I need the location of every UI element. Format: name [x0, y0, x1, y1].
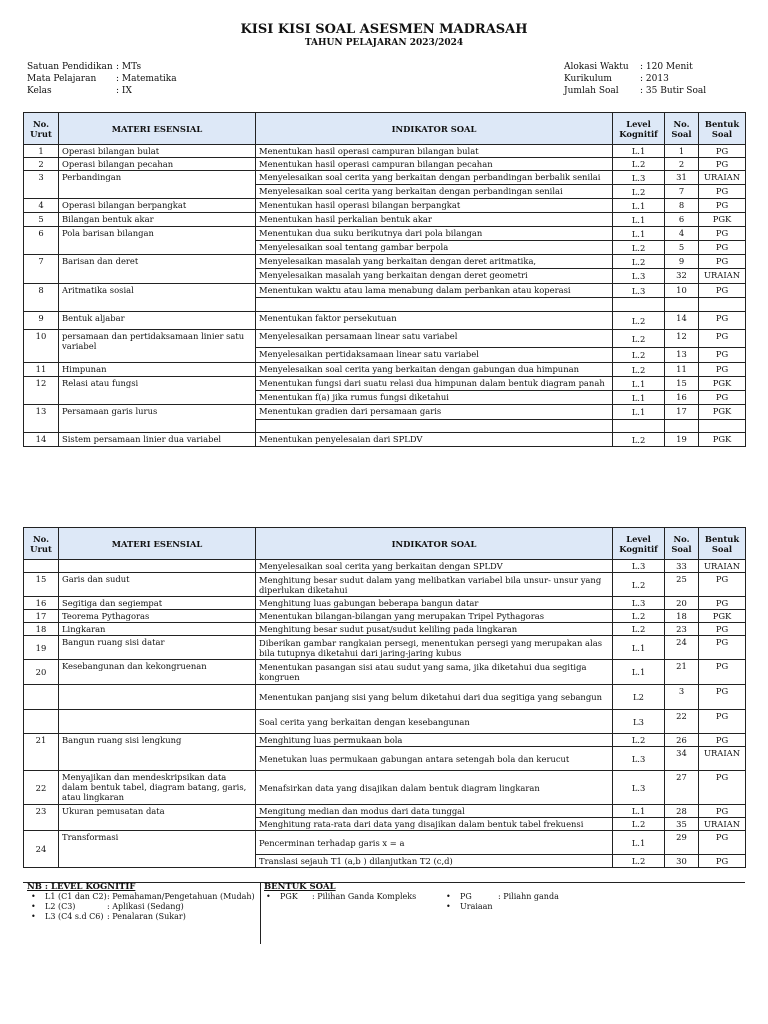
cell-no: 12	[24, 377, 59, 405]
cell-materi: Segitiga dan segiempat	[59, 597, 256, 610]
cell-materi	[59, 560, 256, 573]
info-value: : 35 Butir Soal	[640, 86, 707, 96]
bullet-icon: •	[446, 902, 451, 911]
legend-bentuk-code: PG	[460, 892, 472, 901]
cell-no-soal: 13	[665, 348, 699, 363]
header-indikator: INDIKATOR SOAL	[256, 528, 613, 560]
cell-level	[613, 298, 665, 312]
cell-materi: Lingkaran	[59, 623, 256, 636]
table-row	[24, 573, 746, 597]
cell-indikator: Menentukan panjang sisi yang belum diketahui dari dua segitiga yang sebangun	[256, 685, 613, 710]
cell-no-soal: 9	[665, 255, 699, 269]
cell-level: L.2	[613, 330, 665, 348]
cell-no	[24, 710, 59, 734]
cell-level: L.1	[613, 145, 665, 158]
cell-materi: Bangun ruang sisi lengkung	[59, 734, 256, 771]
cell-indikator: Menyelesaikan soal cerita yang berkaitan dengan perbandingan senilai	[256, 185, 613, 199]
header-no: No. Urut	[24, 528, 59, 560]
table-row	[24, 284, 746, 298]
cell-no: 18	[24, 623, 59, 636]
cell-no-soal: 17	[665, 405, 699, 420]
table-row	[24, 660, 746, 685]
cell-level: L.3	[613, 269, 665, 284]
cell-no: 14	[24, 433, 59, 447]
cell-no: 10	[24, 330, 59, 363]
cell-bentuk: PG	[699, 145, 746, 158]
cell-indikator: Mengitung median dan modus dari data tunggal	[256, 805, 613, 818]
cell-no	[24, 560, 59, 573]
cell-level: L.2	[613, 818, 665, 831]
cell-indikator: Menyelesaikan masalah yang berkaitan dengan deret aritmatika,	[256, 255, 613, 269]
cell-indikator: Pencerminan terhadap garis x = a	[256, 831, 613, 855]
cell-bentuk: PG	[699, 348, 746, 363]
legend-level-desc: : Pemahaman/Pengetahuan (Mudah)	[107, 892, 255, 901]
info-value: : Matematika	[116, 74, 177, 84]
cell-indikator: Menyelesaikan soal tentang gambar berpola	[256, 241, 613, 255]
table-row	[24, 685, 746, 710]
cell-no: 22	[24, 771, 59, 805]
info-left	[27, 61, 177, 97]
cell-no-soal: 8	[665, 199, 699, 213]
cell-bentuk: PG	[699, 710, 746, 734]
cell-level: L.2	[613, 185, 665, 199]
table-row	[24, 171, 746, 185]
legend-level-code: L3 (C4 s.d C6)	[45, 912, 104, 921]
legend-level-desc: : Aplikasi (Sedang)	[107, 902, 184, 911]
table-row	[24, 145, 746, 158]
cell-no-soal: 24	[665, 636, 699, 660]
info-value: : IX	[116, 86, 132, 96]
table-row	[24, 330, 746, 348]
table-row	[24, 771, 746, 805]
cell-no-soal: 19	[665, 433, 699, 447]
cell-materi: Kesebangunan dan kekongruenan	[59, 660, 256, 685]
cell-no	[24, 685, 59, 710]
info-row	[27, 73, 177, 85]
bullet-icon: •	[31, 912, 36, 921]
table-row	[24, 213, 746, 227]
cell-bentuk: PG	[699, 771, 746, 805]
cell-bentuk: PG	[699, 660, 746, 685]
document-title: KISI KISI SOAL ASESMEN MADRASAH	[240, 22, 528, 37]
info-row	[27, 61, 177, 73]
table-row	[24, 363, 746, 377]
cell-bentuk: PG	[699, 805, 746, 818]
cell-bentuk: PG	[699, 185, 746, 199]
cell-bentuk: PG	[699, 685, 746, 710]
cell-level: L.1	[613, 636, 665, 660]
cell-materi: Ukuran pemusatan data	[59, 805, 256, 831]
table-row	[24, 158, 746, 171]
kisi-table-1	[23, 112, 746, 447]
info-label: Alokasi Waktu	[564, 62, 629, 72]
table-row	[24, 710, 746, 734]
cell-level: L.1	[613, 391, 665, 405]
info-label: Jumlah Soal	[564, 86, 619, 96]
info-row	[564, 61, 706, 73]
cell-bentuk: PG	[699, 284, 746, 298]
legend-bentuk-code: Uraiaan	[460, 902, 493, 911]
cell-indikator: Menentukan bilangan-bilangan yang merupakan Tripel Pythagoras	[256, 610, 613, 623]
legend-bentuk-desc: : Piliahn ganda	[498, 892, 559, 901]
cell-level: L.3	[613, 771, 665, 805]
cell-no: 7	[24, 255, 59, 284]
table-row	[24, 560, 746, 573]
document-subtitle: TAHUN PELAJARAN 2023/2024	[304, 38, 464, 48]
cell-bentuk: PG	[699, 391, 746, 405]
cell-indikator: Menafsirkan data yang disajikan dalam bentuk diagram lingkaran	[256, 771, 613, 805]
cell-bentuk: URAIAN	[699, 269, 746, 284]
cell-no-soal: 20	[665, 597, 699, 610]
cell-no-soal: 1	[665, 145, 699, 158]
cell-indikator: Menghitung luas gabungan beberapa bangun datar	[256, 597, 613, 610]
cell-no: 3	[24, 171, 59, 199]
cell-bentuk: PGK	[699, 377, 746, 391]
table-row	[24, 433, 746, 447]
cell-no-soal: 5	[665, 241, 699, 255]
cell-level: L.1	[613, 377, 665, 391]
cell-no-soal: 26	[665, 734, 699, 747]
cell-indikator: Menentukan waktu atau lama menabung dalam perbankan atau koperasi	[256, 284, 613, 298]
cell-no-soal: 18	[665, 610, 699, 623]
cell-indikator: Menentukan penyelesaian dari SPLDV	[256, 433, 613, 447]
table-row	[24, 377, 746, 391]
cell-materi: Pola barisan bilangan	[59, 227, 256, 255]
cell-level: L.1	[613, 405, 665, 420]
legend-bentuk-item	[444, 892, 644, 902]
cell-no: 5	[24, 213, 59, 227]
cell-indikator: Menyelesaikan pertidaksamaan linear satu variabel	[256, 348, 613, 363]
legend-divider	[260, 882, 261, 944]
cell-no-soal: 21	[665, 660, 699, 685]
legend-bentuk-title: BENTUK SOAL	[264, 882, 336, 892]
cell-no: 19	[24, 636, 59, 660]
cell-indikator: Menghitung rata-rata dari data yang disajikan dalam bentuk tabel frekuensi	[256, 818, 613, 831]
cell-indikator: Menentukan fungsi dari suatu relasi dua himpunan dalam bentuk diagram panah	[256, 377, 613, 391]
cell-indikator: Menentukan dua suku berikutnya dari pola bilangan	[256, 227, 613, 241]
legend-bentuk	[264, 882, 744, 912]
cell-level: L.2	[613, 363, 665, 377]
cell-no-soal: 14	[665, 312, 699, 330]
cell-no-soal: 34	[665, 747, 699, 771]
header-materi: MATERI ESENSIAL	[59, 528, 256, 560]
table-row	[24, 610, 746, 623]
cell-no-soal: 31	[665, 171, 699, 185]
cell-bentuk: URAIAN	[699, 818, 746, 831]
cell-materi: Aritmatika sosial	[59, 284, 256, 312]
info-row	[564, 73, 706, 85]
cell-bentuk	[699, 298, 746, 312]
table-row	[24, 805, 746, 818]
legend-level-title: NB : LEVEL KOGNITIF	[27, 882, 136, 892]
cell-materi: Himpunan	[59, 363, 256, 377]
cell-materi: Menyajikan dan mendeskripsikan data dalam bentuk tabel, diagram batang, garis, atau lingkaran	[59, 771, 256, 805]
cell-no-soal	[665, 298, 699, 312]
cell-no-soal: 10	[665, 284, 699, 298]
legend-bentuk-code: PGK	[280, 892, 298, 901]
table-row	[24, 255, 746, 269]
header-level: Level Kognitif	[613, 113, 665, 145]
info-label: Satuan Pendidikan	[27, 62, 113, 72]
info-row	[27, 85, 177, 97]
cell-no: 23	[24, 805, 59, 831]
header-no-soal: No. Soal	[665, 528, 699, 560]
cell-indikator: Menentukan hasil operasi campuran bilangan bulat	[256, 145, 613, 158]
cell-level: L.1	[613, 831, 665, 855]
cell-no: 1	[24, 145, 59, 158]
legend-bentuk-item	[264, 892, 444, 902]
cell-bentuk: PG	[699, 255, 746, 269]
cell-indikator	[256, 420, 613, 433]
cell-indikator: Menentukan hasil operasi bilangan berpangkat	[256, 199, 613, 213]
cell-materi: Sistem persamaan linier dua variabel	[59, 433, 256, 447]
cell-level: L.2	[613, 348, 665, 363]
cell-materi: persamaan dan pertidaksamaan linier satu variabel	[59, 330, 256, 363]
legend-level-item	[27, 912, 257, 922]
cell-no-soal: 22	[665, 710, 699, 734]
cell-bentuk: PG	[699, 158, 746, 171]
header-bentuk: Bentuk Soal	[699, 528, 746, 560]
info-value: : 2013	[640, 74, 669, 84]
cell-no-soal: 23	[665, 623, 699, 636]
header-level: Level Kognitif	[613, 528, 665, 560]
cell-no: 16	[24, 597, 59, 610]
bullet-icon: •	[31, 902, 36, 911]
info-label: Kurikulum	[564, 74, 612, 84]
cell-bentuk: PG	[699, 199, 746, 213]
cell-no-soal: 35	[665, 818, 699, 831]
cell-bentuk: URAIAN	[699, 560, 746, 573]
cell-no: 2	[24, 158, 59, 171]
cell-no-soal: 11	[665, 363, 699, 377]
cell-materi: Teorema Pythagoras	[59, 610, 256, 623]
cell-bentuk: PGK	[699, 405, 746, 420]
cell-no-soal: 3	[665, 685, 699, 710]
cell-no: 8	[24, 284, 59, 312]
cell-level: L.1	[613, 660, 665, 685]
cell-materi: Relasi atau fungsi	[59, 377, 256, 405]
cell-level	[613, 420, 665, 433]
legend-level-item	[27, 902, 257, 912]
cell-materi: Transformasi	[59, 831, 256, 868]
cell-materi: Operasi bilangan pecahan	[59, 158, 256, 171]
cell-bentuk: PGK	[699, 213, 746, 227]
cell-indikator: Menentukan hasil perkalian bentuk akar	[256, 213, 613, 227]
cell-no-soal: 12	[665, 330, 699, 348]
cell-indikator: Menghitung besar sudut dalam yang melibatkan variabel bila unsur- unsur yang diperlukan diketahui	[256, 573, 613, 597]
cell-materi: Barisan dan deret	[59, 255, 256, 284]
cell-bentuk: URAIAN	[699, 747, 746, 771]
table-row	[24, 597, 746, 610]
cell-indikator: Menentukan pasangan sisi atau sudut yang sama, jika diketahui dua segitiga kongruen	[256, 660, 613, 685]
cell-level: L.2	[613, 312, 665, 330]
cell-bentuk: PG	[699, 831, 746, 855]
cell-level: L.1	[613, 805, 665, 818]
cell-level: L2	[613, 685, 665, 710]
header-no: No. Urut	[24, 113, 59, 145]
legend-level-item	[27, 892, 257, 902]
cell-bentuk: URAIAN	[699, 171, 746, 185]
cell-bentuk: PG	[699, 330, 746, 348]
cell-no: 13	[24, 405, 59, 433]
cell-indikator: Menghitung besar sudut pusat/sudut keliling pada lingkaran	[256, 623, 613, 636]
legend-bentuk-item	[444, 902, 644, 912]
cell-no-soal	[665, 420, 699, 433]
bullet-icon: •	[31, 892, 36, 901]
cell-bentuk: PG	[699, 227, 746, 241]
table-row	[24, 199, 746, 213]
cell-no-soal: 6	[665, 213, 699, 227]
cell-level: L.2	[613, 433, 665, 447]
cell-level: L3	[613, 710, 665, 734]
table-row	[24, 636, 746, 660]
cell-indikator: Menghitung luas permukaan bola	[256, 734, 613, 747]
cell-bentuk: PG	[699, 597, 746, 610]
cell-materi	[59, 685, 256, 710]
cell-level: L.3	[613, 171, 665, 185]
cell-indikator: Menentukan gradien dari persamaan garis	[256, 405, 613, 420]
cell-no-soal: 15	[665, 377, 699, 391]
cell-bentuk: PG	[699, 734, 746, 747]
cell-materi: Bentuk aljabar	[59, 312, 256, 330]
header-no-soal: No. Soal	[665, 113, 699, 145]
cell-materi: Persamaan garis lurus	[59, 405, 256, 433]
cell-bentuk: PG	[699, 312, 746, 330]
legend-level-code: L2 (C3)	[45, 902, 76, 911]
cell-no: 17	[24, 610, 59, 623]
info-label: Kelas	[27, 86, 52, 96]
cell-indikator: Translasi sejauh T1 (a,b ) dilanjutkan T2 (c,d)	[256, 855, 613, 868]
cell-level: L.1	[613, 199, 665, 213]
info-label: Mata Pelajaran	[27, 74, 97, 84]
table-row	[24, 227, 746, 241]
cell-materi: Operasi bilangan bulat	[59, 145, 256, 158]
table-row	[24, 623, 746, 636]
cell-no-soal: 28	[665, 805, 699, 818]
cell-bentuk: PG	[699, 241, 746, 255]
cell-level: L.2	[613, 855, 665, 868]
cell-no-soal: 27	[665, 771, 699, 805]
cell-no-soal: 33	[665, 560, 699, 573]
cell-materi: Bilangan bentuk akar	[59, 213, 256, 227]
cell-no-soal: 29	[665, 831, 699, 855]
cell-level: L.2	[613, 158, 665, 171]
cell-no-soal: 30	[665, 855, 699, 868]
cell-no: 24	[24, 831, 59, 868]
cell-bentuk: PG	[699, 636, 746, 660]
table-row	[24, 405, 746, 420]
cell-indikator: Menentukan hasil operasi campuran bilangan pecahan	[256, 158, 613, 171]
cell-no-soal: 7	[665, 185, 699, 199]
header-materi: MATERI ESENSIAL	[59, 113, 256, 145]
cell-materi: Perbandingan	[59, 171, 256, 199]
cell-indikator: Menyelesaikan persamaan linear satu variabel	[256, 330, 613, 348]
cell-no-soal: 25	[665, 573, 699, 597]
cell-indikator	[256, 298, 613, 312]
info-value: : MTs	[116, 62, 142, 72]
cell-level: L.1	[613, 227, 665, 241]
cell-bentuk: PG	[699, 623, 746, 636]
header-bentuk: Bentuk Soal	[699, 113, 746, 145]
cell-no: 20	[24, 660, 59, 685]
cell-no: 6	[24, 227, 59, 255]
cell-level: L.1	[613, 213, 665, 227]
cell-level: L.2	[613, 734, 665, 747]
cell-materi: Garis dan sudut	[59, 573, 256, 597]
info-row	[564, 85, 706, 97]
cell-no: 11	[24, 363, 59, 377]
cell-level: L.3	[613, 284, 665, 298]
cell-level: L.2	[613, 573, 665, 597]
cell-materi	[59, 710, 256, 734]
cell-bentuk: PGK	[699, 610, 746, 623]
cell-indikator: Menetukan luas permukaan gabungan antara setengah bola dan kerucut	[256, 747, 613, 771]
table-row	[24, 734, 746, 747]
cell-bentuk: PGK	[699, 433, 746, 447]
cell-level: L.2	[613, 255, 665, 269]
cell-bentuk	[699, 420, 746, 433]
legend-level	[27, 882, 257, 922]
cell-materi: Operasi bilangan berpangkat	[59, 199, 256, 213]
cell-materi: Bangun ruang sisi datar	[59, 636, 256, 660]
cell-bentuk: PG	[699, 855, 746, 868]
cell-no-soal: 4	[665, 227, 699, 241]
cell-no: 15	[24, 573, 59, 597]
header-indikator: INDIKATOR SOAL	[256, 113, 613, 145]
cell-level: L.3	[613, 560, 665, 573]
cell-indikator: Menyelesaikan soal cerita yang berkaitan dengan perbandingan berbalik senilai	[256, 171, 613, 185]
cell-no: 21	[24, 734, 59, 771]
cell-no-soal: 16	[665, 391, 699, 405]
cell-no: 9	[24, 312, 59, 330]
cell-bentuk: PG	[699, 363, 746, 377]
kisi-table-2	[23, 527, 746, 868]
info-value: : 120 Menit	[640, 62, 693, 72]
table-row	[24, 312, 746, 330]
cell-indikator: Menyelesaikan soal cerita yang berkaitan dengan gabungan dua himpunan	[256, 363, 613, 377]
cell-bentuk: PG	[699, 573, 746, 597]
legend-bentuk-desc: : Pilihan Ganda Kompleks	[312, 892, 417, 901]
bullet-icon: •	[266, 892, 271, 901]
cell-no-soal: 2	[665, 158, 699, 171]
info-right	[564, 61, 706, 97]
cell-indikator: Soal cerita yang berkaitan dengan kesebangunan	[256, 710, 613, 734]
legend-level-code: L1 (C1 dan C2)	[45, 892, 107, 901]
cell-level: L.2	[613, 241, 665, 255]
cell-indikator: Menyelesaikan soal cerita yang berkaitan dengan SPLDV	[256, 560, 613, 573]
cell-indikator: Menentukan f(a) jika rumus fungsi diketahui	[256, 391, 613, 405]
cell-level: L.3	[613, 597, 665, 610]
bullet-icon: •	[446, 892, 451, 901]
cell-level: L.2	[613, 623, 665, 636]
cell-indikator: Menentukan faktor persekutuan	[256, 312, 613, 330]
legend-level-desc: : Penalaran (Sukar)	[107, 912, 186, 921]
cell-no: 4	[24, 199, 59, 213]
cell-no-soal: 32	[665, 269, 699, 284]
cell-level: L.2	[613, 610, 665, 623]
cell-indikator: Diberikan gambar rangkaian persegi, menentukan persegi yang merupakan alas bila tutupnya diketahui dari jaring-jaring kubus	[256, 636, 613, 660]
cell-level: L.3	[613, 747, 665, 771]
cell-indikator: Menyelesaikan masalah yang berkaitan dengan deret geometri	[256, 269, 613, 284]
table-row	[24, 831, 746, 855]
